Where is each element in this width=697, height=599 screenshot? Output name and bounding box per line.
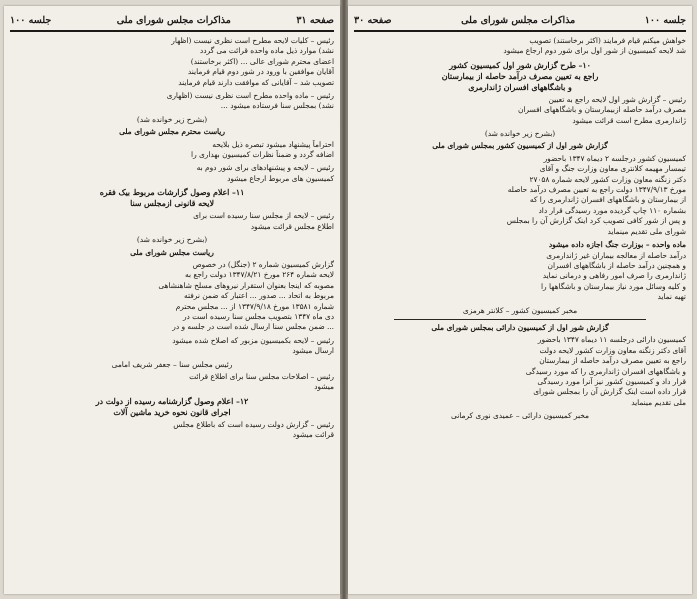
text-line: ماده واحده – بوزارت جنگ اجازه داده میشود: [548, 240, 686, 250]
signature-line: رئیس مجلس سنا – جعفر شریف امامی: [111, 359, 233, 369]
text-line: رئیس – لایحه بکمیسیون مزبور که اصلاح شده میشود: [172, 335, 334, 345]
paragraph: [10, 420, 334, 441]
text-line: تصویب شد – آقایانی که موافقت دارند قیام فرمایند: [178, 77, 334, 87]
right-journal-title: مذاکرات مجلس شورای ملی: [461, 14, 576, 26]
paragraph: [354, 154, 686, 237]
text-line: قرار داده است اینک گزارش آن را بمجلس شورای: [533, 387, 686, 397]
left-session-label: جلسه ۱۰۰: [10, 14, 52, 26]
heading-line: لایحه قانونی ازمجلس سنا: [130, 199, 214, 209]
text-line: میشود: [314, 382, 334, 392]
text-line: قرائت میشود: [292, 430, 334, 440]
text-line: دی ماه ۱۳۴۷ بتصویب مجلس سنا رسیده است در: [182, 311, 334, 321]
heading-line: اجرای قانون نحوه خرید ماشین آلات: [113, 407, 231, 417]
right-page-body: [354, 36, 686, 590]
text-line: اضافه گردد و ضمناً نظرات کمیسیون بهداری را: [191, 150, 334, 160]
text-line: خواهش میکنم قیام فرمایند (اکثر برخاستند) تصویب: [529, 36, 686, 45]
right-page-number: صفحه ۳۰: [354, 14, 392, 26]
text-line: گزارش کمیسیون شماره ۲ (جنگل) در خصوص: [192, 259, 334, 269]
reading-note: (بشرح زیر خوانده شد): [136, 235, 208, 245]
text-line: رئیس – گزارش شور اول لایحه راجع به تعیین: [548, 94, 686, 104]
section-heading: [354, 60, 686, 93]
paragraph: [10, 140, 334, 161]
left-page: [4, 6, 340, 594]
right-page-header: [354, 12, 686, 32]
text-line: ملی تقدیم مینماید: [631, 397, 686, 407]
text-line: و کلیه وسائل مورد نیاز بیمارستان و باشگاهها را: [541, 281, 686, 291]
text-line: از بیمارستان و باشگاههای افسران ژاندارمری را که: [529, 195, 686, 205]
text-line: و باشگاههای افسران ژاندارمری را که مورد رسیدگی: [525, 366, 686, 376]
text-line: کمیسیون دارائی درجلسه ۱۱ دیماه ۱۳۴۷ باحضور: [537, 335, 686, 345]
text-line: مصوبه که اینجا بعنوان استقرار نیروهای مسلح شاهنشاهی: [158, 280, 334, 290]
binding-gutter: [340, 0, 348, 599]
left-page-header: [10, 12, 334, 32]
text-line: شورای ملی تقدیم مینماید: [607, 226, 686, 236]
text-line: شماره ۱۳۵۸۱ مورخ ۱۳۴۷/۹/۱۸ از ... مجلس محترم: [175, 301, 334, 311]
right-page: [348, 6, 692, 594]
left-page-body: [10, 36, 334, 590]
text-line: احتراماً پیشنهاد میشود تبصره ذیل بلایحه: [212, 139, 334, 149]
report-title: گزارش شور اول از کمیسیون کشور بمجلس شورای ملی: [432, 141, 608, 151]
text-line: اعضای محترم شورای عالی ... (اکثر برخاستند): [190, 56, 334, 66]
heading-line: ۱۲– اعلام وصول گزارشنامه رسیده از دولت در: [95, 396, 249, 406]
text-line: راجع به تعیین مصرف درآمد حاصله از بیمارستان: [539, 356, 686, 366]
left-journal-title: مذاکرات مجلس شورای ملی: [116, 14, 231, 26]
text-line: و همچنین درآمد حاصله از باشگاههای افسران: [547, 260, 686, 270]
signature-line: مخبر کمیسیون کشور – کلانتر هرمزی: [462, 305, 578, 315]
text-line: بشماره ۱۱۰ چاپ گردیده مورد رسیدگی قرار داد: [538, 205, 686, 215]
text-line: درآمد حاصله از معالجه بیماران غیر ژاندارمری: [546, 250, 686, 260]
divider: [394, 319, 646, 320]
text-line: رئیس – لایحه از مجلس سنا رسیده است برای: [193, 211, 334, 221]
paragraph: [354, 335, 686, 408]
heading-line: و باشگاههای افسران ژاندارمری: [468, 82, 572, 92]
text-line: رئیس – ماده واحده مطرح است نظری نیست (اظهاری: [166, 91, 334, 101]
text-line: رئیس – اصلاحات مجلس سنا برای اطلاع قرائت: [189, 371, 334, 381]
text-line: ارسال میشود: [292, 346, 334, 356]
text-line: نشد) بمجلس سنا فرستاده میشود ...: [220, 101, 334, 111]
signature-line: مخبر کمیسیون دارائی – عمیدی نوری کرمانی: [451, 411, 589, 421]
address-line: ریاست محترم مجلس شورای ملی: [119, 127, 225, 137]
report-title: گزارش شور اول از کمیسیون دارائی بمجلس شورای ملی: [431, 322, 609, 332]
text-line: آقای دکتر زنگنه معاون وزارت کشور لایحه دولت: [539, 345, 686, 355]
text-line: ژاندارمری مطرح است قرائت میشود: [572, 115, 686, 125]
heading-line: راجع به تعیین مصرف درآمد حاصله از بیمارستان: [441, 71, 599, 81]
reading-note: (بشرح زیر خوانده شد): [484, 129, 556, 139]
text-line: آقایان موافقین با ورود در شور دوم قیام فرمایند: [187, 67, 334, 77]
text-line: مربوط به اتحاد ... صدور ... اعتبار که ضمن نرفته: [184, 291, 334, 301]
text-line: رئیس – گزارش دولت رسیده است که باطلاع مجلس: [173, 419, 334, 429]
text-line: تهیه نماید: [657, 292, 686, 302]
text-line: شد لایحه کمیسیون از شور اول برای شور دوم ارجاع میشود: [503, 46, 686, 56]
right-session-label: جلسه ۱۰۰: [644, 14, 686, 26]
text-line: کمیسیون کشور درجلسه ۲ دیماه ۱۳۴۷ باحضور: [543, 153, 686, 163]
section-heading: [10, 187, 334, 209]
text-line: دکتر زنگنه معاون وزارت کشور لایحه شماره ۲۷۰۵۸: [529, 174, 686, 184]
article-paragraph: [354, 240, 686, 302]
text-line: مورخ ۱۳۴۷/۹/۱۳ دولت راجع به تعیین مصرف درآمد حاصله: [507, 185, 686, 195]
text-line: قرار داد و کمیسیون کشور نیز آنرا مورد رسیدگی: [537, 376, 686, 386]
text-line: اطلاع مجلس قرائت میشود: [250, 221, 334, 231]
paragraph: [354, 95, 686, 126]
paragraph: [10, 372, 334, 393]
paragraph: [10, 336, 334, 357]
paragraph: [10, 36, 334, 88]
address-line: ریاست مجلس شورای ملی: [130, 247, 214, 257]
heading-line: ۱۱– اعلام وصول گزارشات مربوط بیک فقره: [99, 188, 245, 198]
text-line: ژاندارمری را صرف امور رفاهی و درمانی نماید: [542, 271, 686, 281]
paragraph: [10, 91, 334, 112]
reading-note: (بشرح زیر خوانده شد): [136, 114, 208, 124]
left-page-number: صفحه ۳۱: [296, 14, 334, 26]
text-line: تیمسار مهیمه کلانتری معاون وزارت جنگ و آقای: [539, 164, 686, 174]
heading-line: ۱۰– طرح گزارش شور اول کمیسیون کشور: [449, 60, 591, 70]
paragraph: [10, 211, 334, 232]
text-line: مصرف درآمد حاصله ازبیمارستان و باشگاههای افسران: [517, 105, 686, 115]
paragraph: [10, 260, 334, 333]
text-line: نشد) موارد ذیل ماده واحده قرائت می گردد: [199, 46, 334, 56]
text-line: رئیس – لایحه و پیشنهادهای برای شور دوم به: [196, 163, 334, 173]
text-line: و پس از شور کافی تصویب کرد اینک گزارش آن را بمجلس: [506, 216, 686, 226]
paragraph: [10, 163, 334, 184]
text-line: کمیسیون های مربوط ارجاع میشود: [227, 173, 334, 183]
paragraph: [354, 36, 686, 57]
text-line: ... ضمن مجلس سنا ارسال شده است در جلسه و در: [172, 322, 334, 332]
text-line: رئیس – کلیات لایحه مطرح است نظری نیست (اظهار: [171, 36, 334, 45]
section-heading: [10, 396, 334, 418]
text-line: لایحه شماره ۲۶۴ مورخ ۱۳۴۷/۸/۲۱ دولت راجع به: [185, 270, 334, 280]
